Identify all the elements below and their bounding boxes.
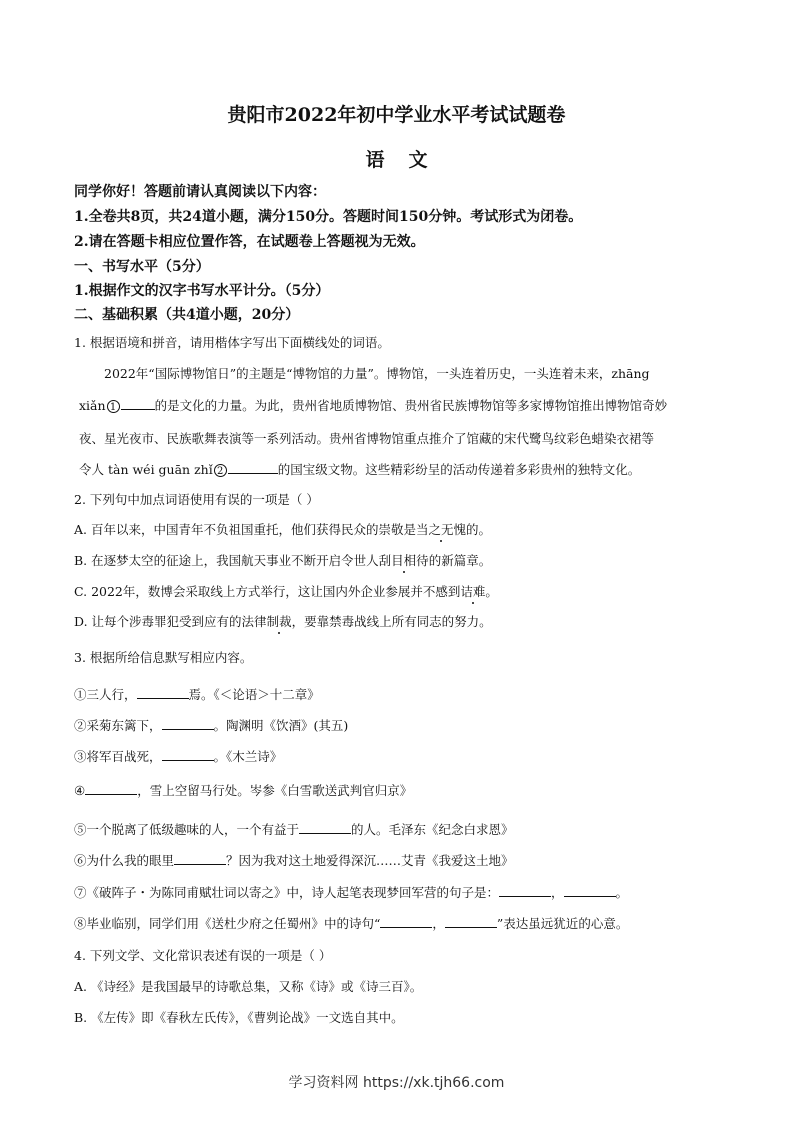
instructions-item-1: 1.全卷共8页，共24道小题，满分150分。答题时间150分钟。考试形式为闭卷。 — [74, 209, 583, 225]
question-2-option-a — [74, 520, 491, 538]
answer-blank[interactable] — [137, 686, 189, 699]
line-text: ？因为我对这土地爱得深沉……艾青《我爱这土地》 — [226, 853, 514, 868]
option-text: 2022年，数博会采取线上方式举行，这让国内外企业参展并不感到 — [91, 584, 461, 599]
line-text: 。陶渊明《饮酒》(其五) — [213, 718, 349, 733]
question-3-line-7 — [74, 883, 628, 901]
line-text: ④ — [74, 783, 86, 798]
option-label: C. — [74, 584, 88, 599]
question-3-line-3 — [74, 747, 282, 765]
dotted-word: 刮目相待 — [378, 553, 429, 568]
answer-blank[interactable] — [85, 782, 137, 795]
question-1-passage-line-3: 夜、星光夜市、民族歌舞表演等一系列活动。贵州省博物馆重点推介了馆藏的宋代鹭鸟纹彩色蜡染衣裙等 — [79, 431, 655, 446]
line-text: 焉。《＜论语＞十二章》 — [188, 687, 320, 702]
instructions-item-2: 2.请在答题卡相应位置作答，在试题卷上答题视为无效。 — [74, 234, 425, 250]
subject-title: 语文 — [365, 149, 452, 171]
answer-blank[interactable] — [499, 884, 551, 897]
option-text: 百年以来，中国青年不负祖国重托，他们获得民众的崇敬是 — [91, 522, 417, 537]
answer-blank[interactable] — [162, 717, 214, 730]
passage-text: 的国宝级文物。这些精彩纷呈的活动传递着多彩贵州的独特文化。 — [277, 462, 641, 477]
option-text: 让每个涉毒罪犯受到应有的法律 — [91, 614, 267, 629]
blank-number-1: 1 — [107, 400, 120, 413]
question-3-line-6 — [74, 851, 514, 869]
answer-blank[interactable] — [299, 821, 351, 834]
dotted-word: 诘难 — [460, 584, 486, 599]
line-text: ⑦《破阵子・为陈同甫赋壮词以寄之》中，诗人起笔表现梦回军营的句子是： — [74, 885, 500, 900]
passage-text: 的是文化的力量。为此，贵州省地质博物馆、贵州省民族博物馆等多家博物馆推出博物馆奇妙 — [154, 398, 668, 413]
line-text: ②采菊东篱下， — [74, 718, 162, 733]
line-text: ③将军百战死， — [74, 749, 162, 764]
pinyin-text: 令人 tàn wéi guān zhǐ — [79, 462, 213, 477]
question-3-stem: 3. 根据所给信息默写相应内容。 — [74, 650, 253, 665]
blank-number-2: 2 — [214, 464, 227, 477]
line-text: 的人。毛泽东《纪念白求恩》 — [351, 822, 514, 837]
question-1-passage-line-2 — [79, 396, 667, 414]
question-3-line-4 — [74, 781, 412, 799]
question-3-line-1 — [74, 685, 320, 703]
answer-blank-1[interactable] — [121, 397, 155, 410]
option-text: ，要靠禁毒战线上所有同志的努力。 — [291, 614, 492, 629]
line-text: ， — [432, 916, 445, 931]
question-4-stem: 4. 下列文学、文化常识表述有误的一项是（ ） — [74, 948, 332, 963]
line-text: 。《木兰诗》 — [213, 749, 283, 764]
answer-blank[interactable] — [174, 852, 226, 865]
line-text: ，雪上空留马行处。岑参《白雪歌送武判官归京》 — [137, 783, 413, 798]
question-2-option-d — [74, 612, 492, 630]
section-1-item: 1.根据作文的汉字书写水平计分。（5分） — [74, 283, 330, 299]
question-2-stem: 2. 下列句中加点词语使用有误的一项是（ ） — [74, 492, 319, 507]
pinyin-text: xiǎn — [79, 398, 106, 413]
dotted-word: 当之无愧 — [416, 522, 467, 537]
line-text: 。 — [615, 885, 629, 900]
section-1-heading: 一、书写水平（5分） — [74, 259, 210, 275]
option-label: A. — [74, 522, 88, 537]
question-3-line-2 — [74, 716, 348, 734]
line-text: ”表达虽远犹近的心意。 — [496, 916, 629, 931]
exam-title: 贵阳市2022年初中学业水平考试试题卷 — [227, 104, 566, 126]
question-1-passage-line-4 — [79, 460, 640, 478]
dotted-word: 制裁 — [266, 614, 292, 629]
question-2-option-c — [74, 582, 498, 600]
answer-blank[interactable] — [445, 915, 497, 928]
option-text: 的新篇章。 — [428, 553, 492, 568]
question-3-line-8 — [74, 914, 628, 932]
option-text: 。 — [485, 584, 498, 599]
section-2-heading: 二、基础积累（共4道小题，20分） — [74, 307, 300, 323]
line-text: ①三人行， — [74, 687, 137, 702]
line-text: ⑧毕业临别，同学们用《送杜少府之任蜀州》中的诗句“ — [74, 916, 381, 931]
question-1-passage-line-1: 2022年“国际博物馆日”的主题是“博物馆的力量”。博物馆，一头连着历史，一头连着未来，zhāng — [104, 366, 650, 381]
question-1-stem: 1. 根据语境和拼音，请用楷体字写出下面横线处的词语。 — [74, 335, 390, 350]
question-4-option-a: A. 《诗经》是我国最早的诗歌总集，又称《诗》或《诗三百》。 — [74, 979, 423, 994]
line-text: ， — [551, 885, 564, 900]
answer-blank-2[interactable] — [228, 461, 278, 474]
option-text: 的。 — [466, 522, 492, 537]
question-2-option-b — [74, 551, 491, 569]
option-label: B. — [74, 553, 88, 568]
option-label: D. — [74, 614, 88, 629]
instructions-greeting: 同学你好！答题前请认真阅读以下内容： — [74, 184, 326, 200]
option-text: 在逐梦太空的征途上，我国航天事业不断开启令世人 — [91, 553, 379, 568]
line-text: ⑤一个脱离了低级趣味的人，一个有益于 — [74, 822, 300, 837]
answer-blank[interactable] — [564, 884, 616, 897]
footer-watermark[interactable]: 学习资料网 https://xk.tjh66.com — [288, 1075, 505, 1091]
line-text: ⑥为什么我的眼里 — [74, 853, 175, 868]
answer-blank[interactable] — [162, 748, 214, 761]
question-3-line-5 — [74, 820, 514, 838]
answer-blank[interactable] — [380, 915, 432, 928]
question-4-option-b: B. 《左传》即《春秋左氏传》，《曹刿论战》一文选自其中。 — [74, 1010, 404, 1025]
